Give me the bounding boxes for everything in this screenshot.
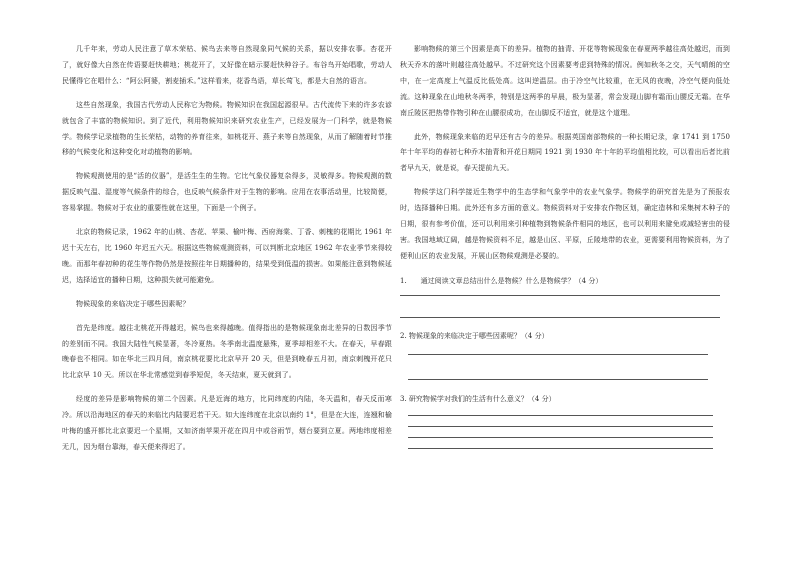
paragraph-beijing-example: 北京的物候记录，1962 年的山桃、杏花、苹果、榆叶梅、西府海棠、丁香、刺槐的花期比 1961 年迟十天左右，比 1960 年迟五六天。根据这些物候观测资料，可以判断北京地区 1962 年农业季节来得较晚。而那年春初种的花生等作物仍然是按照往年日期播种的，结果受到低温的损害。如果能注意到物候延迟，选择适宜的播种日期，这种损失就可能避免。	[62, 228, 392, 284]
question-2: 2. 物候现象的来临决定于哪些因素呢？（4 分）	[400, 331, 549, 340]
paragraph-significance: 物候学这门科学接近生物学中的生态学和气象学中的农业气象学。物候学的研究首先是为了预报农时，选择播种日期。此外还有多方面的意义。物候资料对于安排农作物区划，确定造林和采集树木种子的日期，很有参考价值，还可以利用来引种植物到物候条件相同的地区，也可以利用来避免或减轻害虫的侵害。我国地域辽阔，越是物候资料不足，越是山区、平原，丘陵地带的农业，更需要利用物候资料，为了便利山区的农业发展，开展山区物候观测是必要的。	[400, 188, 730, 260]
paragraph-longitude: 经度的差异是影响物候的第二个因素。凡是近海的地方，比同纬度的内陆，冬天温和，春天反而寒冷。所以沿海地区的春天的来临比内陆要迟若干天。如大连纬度在北京以南约 1°，但是在大连，连翘和榆叶梅的盛开都比北京要迟一个星期，又如济南苹果开花在四月中或谷雨节，烟台要到立夏。两地纬度相差无几，因为烟台靠海，春天便来得迟了。	[62, 395, 392, 451]
paragraph-living-instrument: 物候观测使用的是“活的仪器”，是活生生的生物。它比气象仪器复杂得多，灵敏得多。物候观测的数据反映气温、湿度等气候条件的综合，也反映气候条件对于生物的影响。应用在农事活动里，比较简便，容易掌握。物候对于农业的重要性就在这里，下面是一个例子。	[62, 172, 392, 213]
answer-line[interactable]	[408, 448, 713, 449]
paragraph-altitude: 影响物候的第三个因素是高下的差异。植物的抽青、开花等物候现象在春夏两季越往高处越迟，而到秋天乔木的落叶则越往高处越早。不过研究这个因素要考虑到特殊的情况。例如秋冬之交，天气晴朗的空中，在一定高度上气温反比低处高。这叫逆温层。由于冷空气比较重，在无风的夜晚，冷空气便向低处流。这种现象在山地秋冬两季，特别是这两季的早晨，极为显著，常会发现山脚有霜而山腰反无霜。在华南丘陵区把热带作物引种在山腰很成功，在山脚反不适宜，就是这个道理。	[400, 45, 730, 117]
right-column	[400, 42, 730, 449]
paragraph-latitude: 首先是纬度。越往北桃花开得越迟，候鸟也来得越晚。值得指出的是物候现象南北差异的日数因季节的差别而不同。我国大陆性气候显著，冬冷夏热。冬季南北温度悬殊，夏季却相差不大。在春天，早春跟晚春也不相同。如在华北三四月间，南京桃花要比北京早开 20 天，但是到晚春五月初，南京刺槐开花只比北京早 10 天。所以在华北常感觉到春季短促，冬天结束，夏天就到了。	[62, 323, 392, 380]
paragraph-question-heading: 物候现象的来临决定于哪些因素呢？	[76, 299, 190, 308]
left-column	[62, 42, 392, 456]
question-3: 3. 研究物候学对我们的生活有什么意义？（4 分）	[400, 394, 556, 403]
question-1: 1. 通过阅读文章总结出什么是物候？什么是物候学？（4 分）	[400, 276, 603, 285]
paragraph-ancient-modern: 此外，物候现象来临的迟早还有古今的差异。根据英国南部物候的一种长期记录，拿 1741 到 1750 年十年平均的春初七种乔木抽青和开花日期同 1921 到 1930 年十年的平均值相比较，可以看出后者比前者早九天，就是说，春天提前九天。	[400, 132, 730, 173]
paragraph-definition: 这些自然现象，我国古代劳动人民称它为物候。物候知识在我国起源很早。古代流传下来的许多农谚就包含了丰富的物候知识。到了近代，利用物候知识来研究农业生产，已经发展为一门科学，就是物候学。物候学记录植物的生长荣枯，动物的养育往来，如桃花开、燕子来等自然现象，从而了解随着时节推移的气候变化和这种变化对动植物的影响。	[62, 100, 392, 157]
paragraph-intro: 几千年来，劳动人民注意了草木荣枯、候鸟去来等自然现象同气候的关系，据以安排农事。杏花开了，就好像大自然在传语要赶快耕地；桃花开了，又好像在暗示要赶快种谷子。布谷鸟开始唱歌，劳动人民懂得它在唱什么：“阿公阿婆，割麦插禾。”这样看来，花香鸟语，草长莺飞，都是大自然的语言。	[62, 45, 392, 85]
